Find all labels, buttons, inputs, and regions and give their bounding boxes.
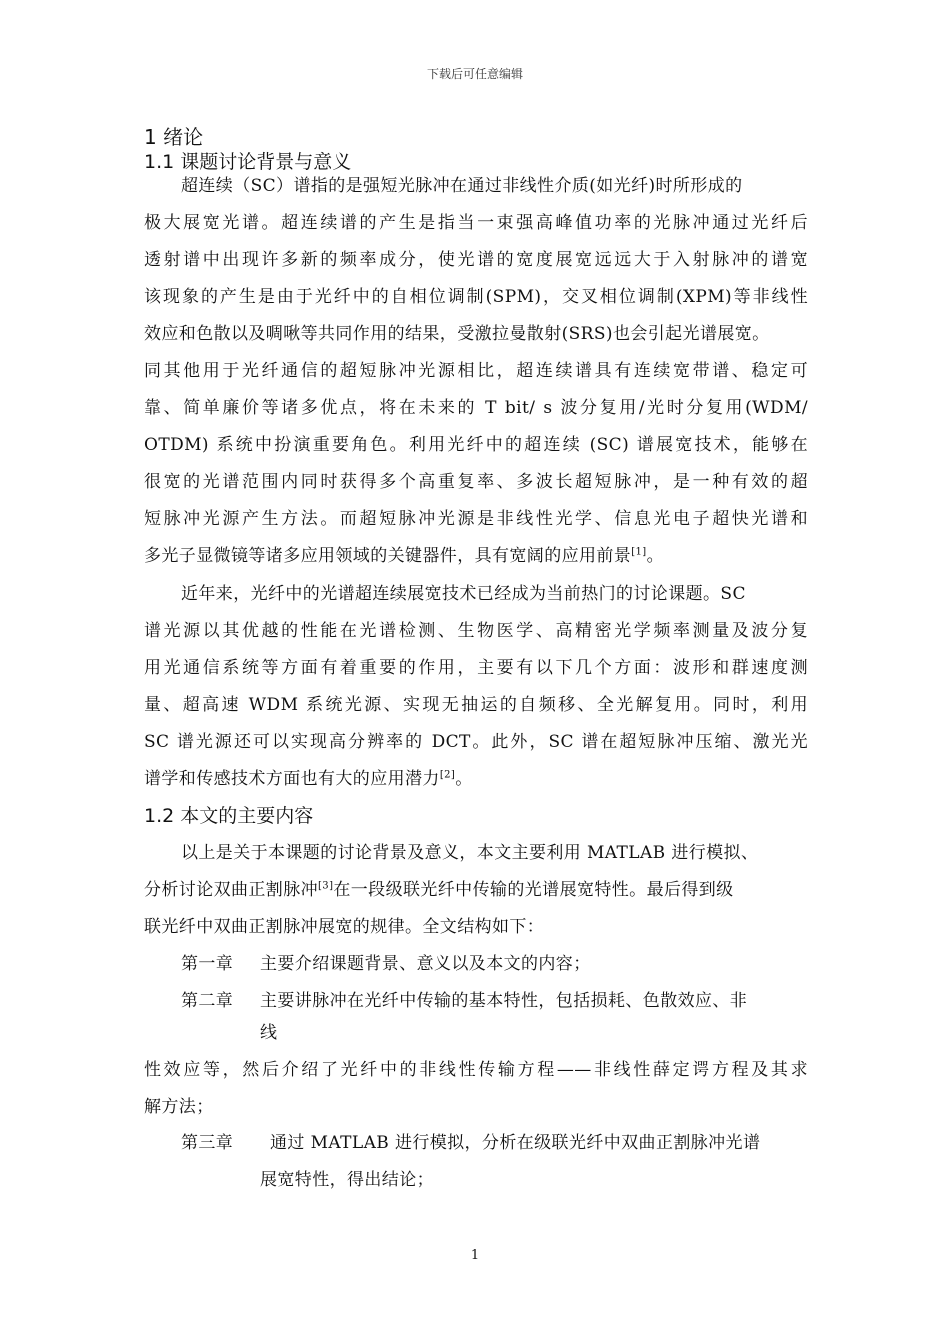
paragraph-1-line: 很宽的光谱范围内同时获得多个高重复率、多波长超短脉冲，是一种有效的超 (144, 472, 808, 492)
paragraph-2-line: 量、超高速 WDM 系统光源、实现无抽运的自频移、全光解复用。同时，利用 (144, 695, 808, 715)
page-number: 1 (470, 1248, 480, 1263)
paragraph-3-line: 联光纤中双曲正割脉冲展宽的规律。全文结构如下： (144, 917, 545, 937)
paragraph-2-last-line (144, 767, 473, 791)
paragraph-1-line: 效应和色散以及啁啾等共同作用的结果，受激拉曼散射(SRS)也会引起光谱展宽。 (144, 324, 770, 344)
paragraph-1-line: 靠、简单廉价等诸多优点，将在未来的 T bit/ s 波分复用/光时分复用(WDM/ (144, 398, 808, 418)
chapter-2-label: 第二章 (181, 991, 234, 1011)
paragraph-3-text: 分析讨论双曲正割脉冲 (144, 880, 318, 900)
paragraph-1-line: 同其他用于光纤通信的超短脉冲光源相比，超连续谱具有连续宽带谱、稳定可 (144, 361, 808, 381)
paragraph-3-text: 在一段级联光纤中传输的光谱展宽特性。最后得到级 (333, 880, 734, 900)
chapter-2-text: 主要讲脉冲在光纤中传输的基本特性，包括损耗、色散效应、非 (260, 991, 748, 1011)
page-header: 下载后可任意编辑 (426, 67, 523, 81)
chapter-3-text: 通过 MATLAB 进行模拟，分析在级联光纤中双曲正割脉冲光谱 (270, 1133, 761, 1153)
section-heading-1-1: 1.1 课题讨论背景与意义 (144, 151, 352, 173)
paragraph-1-line: 超连续（SC）谱指的是强短光脉冲在通过非线性介质(如光纤)时所形成的 (181, 176, 743, 196)
citation-ref-3: [3] (318, 880, 334, 892)
paragraph-1-end: 。 (646, 546, 664, 566)
chapter-2-continuation: 性效应等，然后介绍了光纤中的非线性传输方程——非线性薛定谔方程及其求 (144, 1060, 808, 1080)
citation-ref-1: [1] (631, 546, 647, 558)
paragraph-1-last-text: 多光子显微镜等诸多应用领域的关键器件，具有宽阔的应用前景 (144, 546, 632, 566)
paragraph-1-last-line (144, 544, 664, 568)
paragraph-2-last-text: 谱学和传感技术方面也有大的应用潜力 (144, 769, 440, 789)
chapter-2-continuation: 解方法； (144, 1097, 214, 1117)
chapter-3-text-wrap: 展宽特性，得出结论； (260, 1170, 434, 1190)
citation-ref-2: [2] (439, 769, 456, 781)
paragraph-2-line: 谱光源以其优越的性能在光谱检测、生物医学、高精密光学频率测量及波分复 (144, 621, 808, 641)
paragraph-2-line: 近年来，光纤中的光谱超连续展宽技术已经成为当前热门的讨论课题。SC (181, 584, 746, 604)
paragraph-1-line: 短脉冲光源产生方法。而超短脉冲光源是非线性光学、信息光电子超快光谱和 (144, 509, 808, 529)
chapter-1-label: 第一章 (181, 954, 234, 974)
paragraph-3-line: 以上是关于本课题的讨论背景及意义，本文主要利用 MATLAB 进行模拟、 (181, 843, 759, 863)
section-heading-1-2: 1.2 本文的主要内容 (144, 805, 314, 827)
paragraph-1-line: OTDM) 系统中扮演重要角色。利用光纤中的超连续 (SC) 谱展宽技术，能够在 (144, 435, 808, 455)
paragraph-2-end: 。 (455, 769, 473, 789)
paragraph-3-line (144, 878, 734, 902)
chapter-1-text: 主要介绍课题背景、意义以及本文的内容； (260, 954, 591, 974)
chapter-3-label: 第三章 (181, 1133, 234, 1153)
paragraph-1-line: 极大展宽光谱。超连续谱的产生是指当一束强高峰值功率的光脉冲通过光纤后 (144, 213, 808, 233)
paragraph-2-line: SC 谱光源还可以实现高分辨率的 DCT。此外，SC 谱在超短脉冲压缩、激光光 (144, 732, 808, 752)
paragraph-2-line: 用光通信系统等方面有着重要的作用，主要有以下几个方面：波形和群速度测 (144, 658, 808, 678)
chapter-2-text-wrap: 线 (260, 1023, 278, 1043)
paragraph-1-line: 透射谱中出现许多新的频率成分，使光谱的宽度展宽远远大于入射脉冲的谱宽 (144, 250, 808, 270)
paragraph-1-line: 该现象的产生是由于光纤中的自相位调制(SPM)，交叉相位调制(XPM)等非线性 (144, 287, 808, 307)
chapter-heading: 1 绪论 (144, 125, 204, 149)
